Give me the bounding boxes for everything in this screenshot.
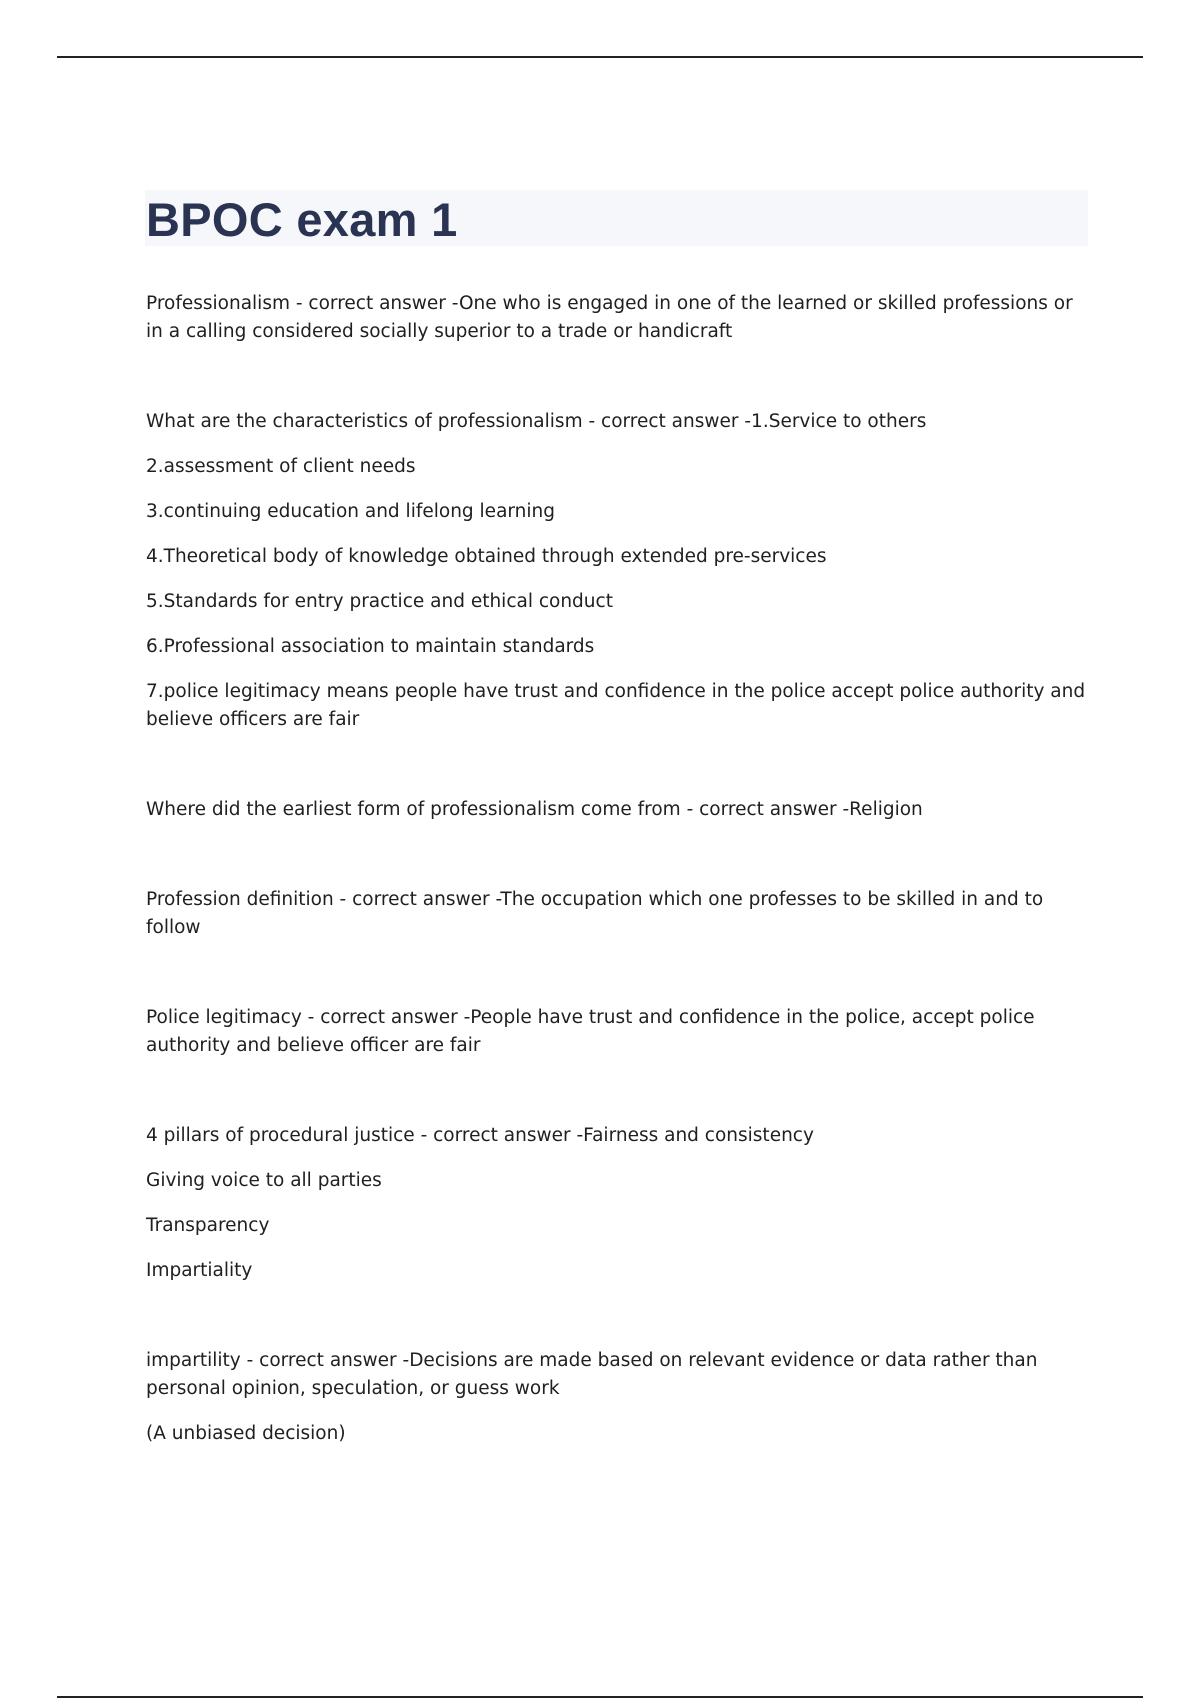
text-line: Professionalism - correct answer -One who is engaged in one of the learned or skilled professions or in a calling considered socially superior to a trade or handicraft [146, 293, 1073, 342]
document-title: BPOC exam 1 [146, 193, 458, 246]
text-line: What are the characteristics of professionalism - correct answer -1.Service to others [146, 411, 927, 432]
list-item: Transparency [146, 1215, 270, 1236]
list-item: 3.continuing education and lifelong learning [146, 501, 556, 522]
list-item: 4.Theoretical body of knowledge obtained through extended pre-services [146, 546, 827, 567]
text-line: Profession definition - correct answer -The occupation which one professes to be skilled in and to follow [146, 889, 1044, 938]
text-line: Police legitimacy - correct answer -People have trust and confidence in the police, accept police authority and believe officer are fair [146, 1007, 1035, 1056]
list-item: 6.Professional association to maintain standards [146, 636, 595, 657]
qa-entry-impartiality [146, 1347, 1091, 1448]
list-item: 2.assessment of client needs [146, 456, 416, 477]
document-body [146, 290, 1091, 1510]
qa-entry-earliest-form [146, 796, 1091, 824]
qa-entry-professionalism [146, 290, 1091, 346]
qa-entry-procedural-justice [146, 1122, 1091, 1285]
qa-entry-profession-definition [146, 886, 1091, 942]
bottom-divider [57, 1696, 1143, 1698]
qa-entry-police-legitimacy [146, 1004, 1091, 1060]
text-line: 4 pillars of procedural justice - correct answer -Fairness and consistency [146, 1125, 814, 1146]
text-line: (A unbiased decision) [146, 1423, 346, 1444]
list-item: Impartiality [146, 1260, 253, 1281]
list-item: Giving voice to all parties [146, 1170, 382, 1191]
text-line: impartility - correct answer -Decisions are made based on relevant evidence or data rather than personal opinion, speculation, or guess work [146, 1350, 1038, 1399]
qa-entry-characteristics [146, 408, 1091, 734]
top-divider [57, 56, 1143, 58]
list-item: 7.police legitimacy means people have trust and confidence in the police accept police authority and believe officers are fair [146, 681, 1086, 730]
list-item: 5.Standards for entry practice and ethical conduct [146, 591, 613, 612]
text-line: Where did the earliest form of professionalism come from - correct answer -Religion [146, 799, 923, 820]
